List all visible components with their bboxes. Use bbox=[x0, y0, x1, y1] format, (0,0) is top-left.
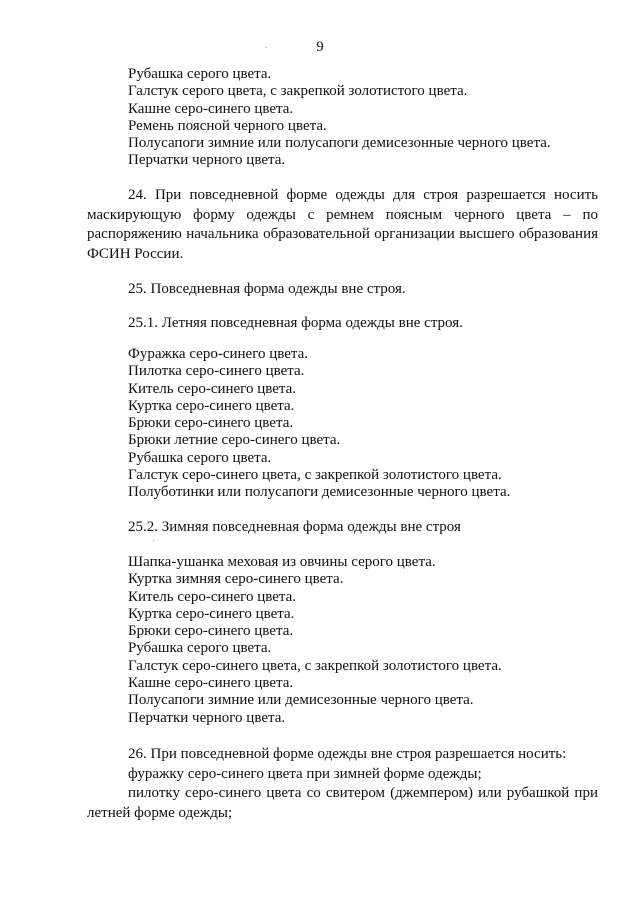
section-heading-25: 25. Повседневная форма одежды вне строя. bbox=[128, 281, 406, 297]
paragraph-26-intro: 26. При повседневной форме одежды вне строя разрешается носить: bbox=[128, 746, 567, 762]
list-item: Шапка-ушанка меховая из овчины серого цвета. bbox=[128, 554, 436, 570]
list-item: Полуботинки или полусапоги демисезонные черного цвета. bbox=[128, 484, 511, 501]
list-item: Китель серо-синего цвета. bbox=[128, 380, 297, 397]
list-item: Галстук серо-синего цвета, с закрепкой золотистого цвета. bbox=[128, 657, 502, 674]
page-number: 9 bbox=[316, 39, 324, 55]
list-item: Куртка серо-синего цвета. bbox=[128, 605, 295, 622]
section-heading-25-2: 25.2. Зимняя повседневная форма одежды вне строя bbox=[128, 519, 461, 535]
list-item: Куртка серо-синего цвета. bbox=[128, 397, 295, 414]
list-winter bbox=[87, 554, 598, 727]
list-item: Полусапоги зимние или полусапоги демисезонные черного цвета. bbox=[128, 135, 551, 152]
paragraph-26 bbox=[87, 745, 598, 823]
list-item: Перчатки черного цвета. bbox=[128, 709, 286, 726]
list-item: Фуражка серо-синего цвета. bbox=[128, 346, 309, 362]
scan-speck bbox=[153, 540, 154, 541]
list-item: Кашне серо-синего цвета. bbox=[128, 675, 294, 692]
paragraph-24: 24. При повседневной форме одежды для строя разрешается носить маскирующую форму одежды с ремнем поясным черного цвета – по распоряжению начальника образовательной организации высшего образования ФСИН России. bbox=[87, 187, 598, 262]
list-item: Галстук серо-синего цвета, с закрепкой золотистого цвета. bbox=[128, 467, 502, 484]
list-item: Китель серо-синего цвета. bbox=[128, 588, 297, 605]
list-item: Рубашка серого цвета. bbox=[128, 66, 272, 82]
list-item: Брюки серо-синего цвета. bbox=[128, 623, 294, 640]
list-item: Брюки летние серо-синего цвета. bbox=[128, 432, 341, 449]
list-item: Перчатки черного цвета. bbox=[128, 152, 286, 169]
paragraph-26-item: пилотку серо-синего цвета со свитером (джемпером) или рубашкой при летней форме одежды; bbox=[87, 785, 598, 821]
scan-speck bbox=[266, 47, 267, 48]
list-item: Галстук серого цвета, с закрепкой золотистого цвета. bbox=[128, 83, 468, 100]
list-item: Пилотка серо-синего цвета. bbox=[128, 363, 305, 380]
paragraph-26-item: фуражку серо-синего цвета при зимней форме одежды; bbox=[128, 765, 482, 782]
list-item: Ремень поясной черного цвета. bbox=[128, 117, 327, 134]
section-heading-25-1: 25.1. Летняя повседневная форма одежды вне строя. bbox=[128, 315, 463, 331]
list-item: Кашне серо-синего цвета. bbox=[128, 100, 294, 117]
list-item: Рубашка серого цвета. bbox=[128, 640, 272, 657]
list-item: Брюки серо-синего цвета. bbox=[128, 415, 294, 432]
list-summer bbox=[87, 346, 598, 502]
list-item: Рубашка серого цвета. bbox=[128, 449, 272, 466]
list-top bbox=[87, 66, 598, 170]
list-item: Куртка зимняя серо-синего цвета. bbox=[128, 571, 344, 588]
list-item: Полусапоги зимние или демисезонные черного цвета. bbox=[128, 692, 474, 709]
